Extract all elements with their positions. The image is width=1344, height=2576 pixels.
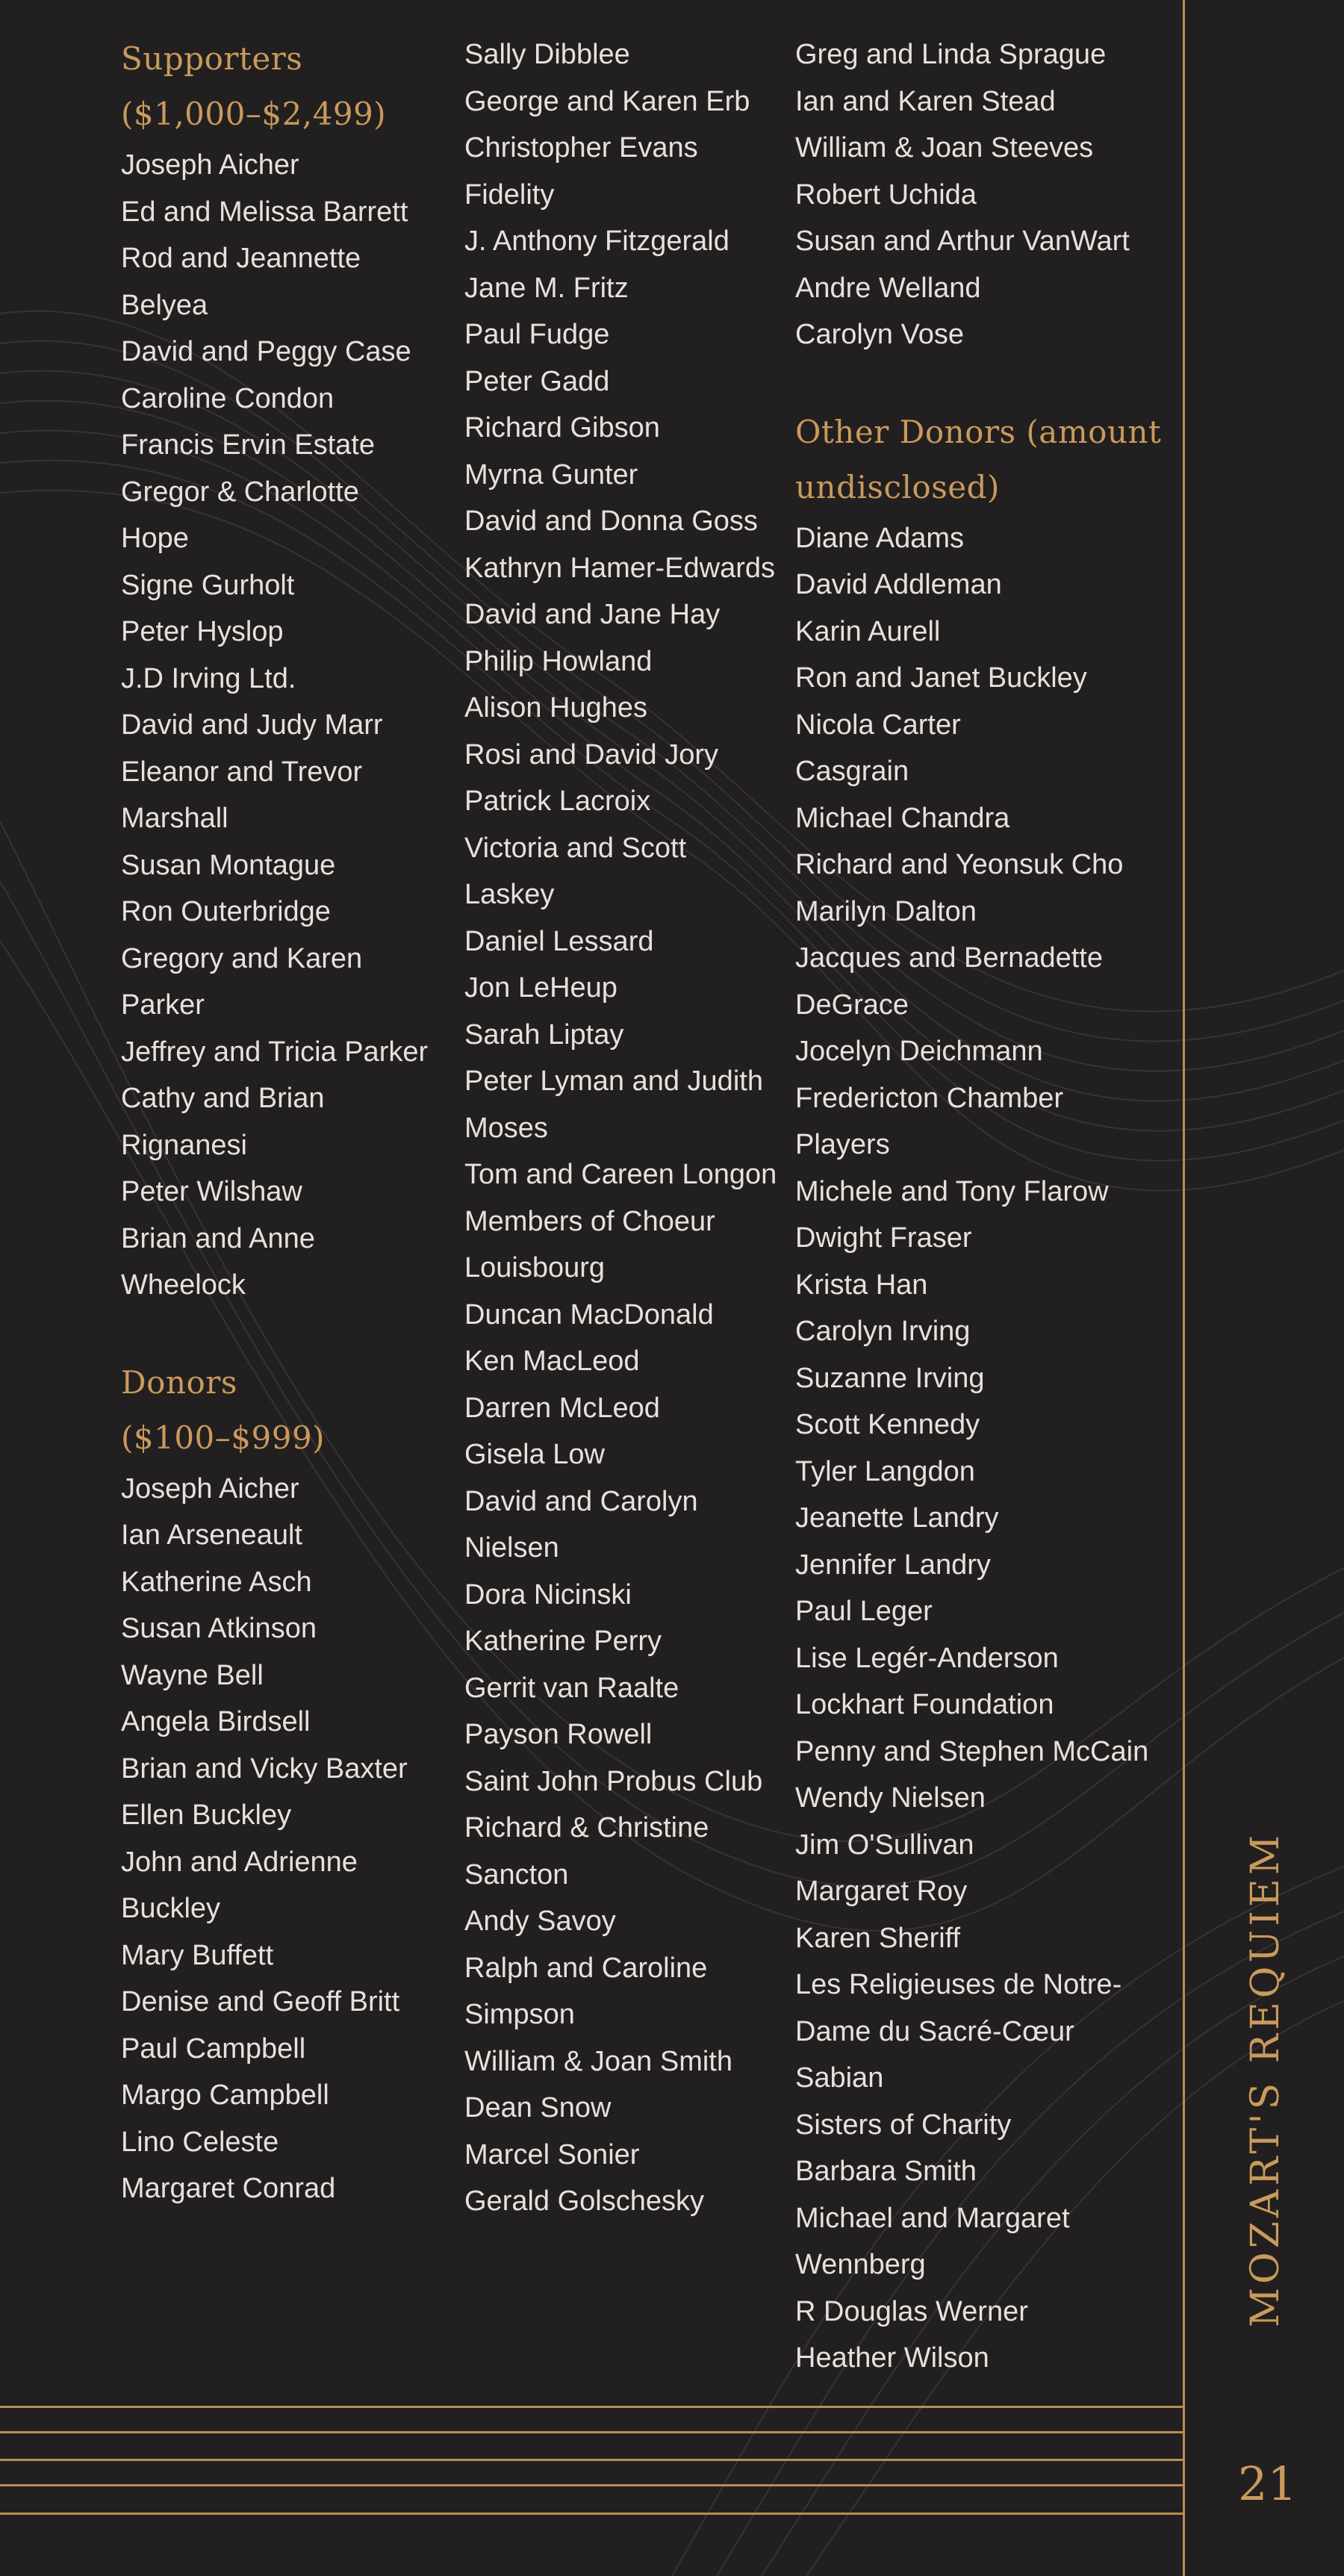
- donor-name: Patrick Lacroix: [464, 785, 651, 817]
- donor-name: Victoria and Scott Laskey: [464, 832, 687, 910]
- donor-name: Greg and Linda Sprague: [795, 39, 1107, 70]
- donor-name: Angela Birdsell: [121, 1706, 311, 1737]
- donor-name: Jennifer Landry: [795, 1549, 991, 1581]
- horizontal-rule: [0, 2484, 1185, 2486]
- donor-name: Katherine Asch: [121, 1566, 312, 1598]
- donor-name: Gregory and Karen Parker: [121, 942, 363, 1021]
- donor-name: Joseph Aicher: [121, 1472, 299, 1505]
- donor-name: Richard & Christine Sancton: [464, 1812, 709, 1891]
- donor-name: Paul Leger: [795, 1596, 933, 1627]
- donor-name: Richard and Yeonsuk Cho: [795, 849, 1124, 880]
- donor-name: Barbara Smith: [795, 2156, 977, 2187]
- donor-name: Michael and Margaret Wennberg: [795, 2202, 1070, 2280]
- donor-name: Philip Howland: [464, 645, 653, 677]
- donor-name: Ron and Janet Buckley: [795, 662, 1087, 694]
- donors-list-continued-2: [795, 31, 1165, 358]
- donor-name: Ed and Melissa Barrett: [121, 196, 408, 228]
- supporters-list: [121, 142, 435, 1309]
- donor-name: Gregor & Charlotte Hope: [121, 476, 359, 554]
- donor-name: Brian and Vicky Baxter: [121, 1752, 408, 1785]
- donor-name: Kathryn Hamer-Edwards: [464, 552, 776, 584]
- donor-name: George and Karen Erb: [464, 85, 750, 117]
- donor-name: Lise Legér-Anderson: [795, 1642, 1059, 1674]
- donor-name: Margaret Roy: [795, 1876, 968, 1907]
- donor-name: Myrna Gunter: [464, 458, 638, 491]
- donor-name: David Addleman: [795, 569, 1002, 600]
- donor-name: Susan Atkinson: [121, 1613, 317, 1644]
- donor-name: Mary Buffett: [121, 1939, 274, 1971]
- donor-name: Krista Han: [795, 1269, 928, 1301]
- supporters-title: Supporters: [121, 40, 303, 77]
- program-title: MOZART'S REQUIEM: [1243, 1831, 1288, 2328]
- donor-name: Jacques and Bernadette DeGrace: [795, 942, 1103, 1021]
- donor-name: Brian and Anne Wheelock: [121, 1222, 315, 1301]
- donor-name: Cathy and Brian Rignanesi: [121, 1083, 325, 1161]
- donor-name: Alison Hughes: [464, 692, 648, 724]
- donor-name: Paul Campbell: [121, 2032, 306, 2065]
- donor-name: Casgrain: [795, 756, 909, 787]
- donors-heading: [121, 1355, 435, 1466]
- donor-name: Katherine Perry: [464, 1625, 662, 1657]
- column-2: [464, 31, 778, 2225]
- donor-name: Dwight Fraser: [795, 1222, 972, 1254]
- donor-name: Suzanne Irving: [795, 1362, 985, 1394]
- donor-name: John and Adrienne Buckley: [121, 1846, 358, 1924]
- donor-name: Nicola Carter: [795, 709, 961, 741]
- donor-name: Scott Kennedy: [795, 1409, 980, 1440]
- donor-name: Marilyn Dalton: [795, 895, 977, 927]
- donor-name: Jocelyn Deichmann: [795, 1036, 1043, 1067]
- donor-name: Tyler Langdon: [795, 1455, 975, 1487]
- donor-name: Margo Campbell: [121, 2079, 329, 2111]
- donor-name: Jon LeHeup: [464, 972, 617, 1004]
- supporters-range: ($1,000–$2,499): [121, 96, 387, 132]
- donor-name: J.D Irving Ltd.: [121, 662, 296, 694]
- vertical-rule: [1183, 0, 1185, 2576]
- horizontal-rule: [0, 2431, 1185, 2433]
- donor-name: Ron Outerbridge: [121, 896, 331, 927]
- donor-name: Peter Wilshaw: [121, 1176, 302, 1207]
- donor-name: Sisters of Charity: [795, 2109, 1012, 2141]
- donor-name: Peter Lyman and Judith Moses: [464, 1065, 763, 1144]
- donor-name: Robert Uchida: [795, 178, 977, 211]
- donor-name: Carolyn Vose: [795, 319, 965, 350]
- donor-name: Payson Rowell: [464, 1719, 653, 1750]
- donor-name: Susan and Arthur VanWart: [795, 225, 1130, 257]
- donor-name: Jeanette Landry: [795, 1502, 999, 1534]
- donor-name: Sarah Liptay: [464, 1018, 624, 1051]
- donor-name: David and Peggy Case: [121, 336, 411, 367]
- column-1: [121, 31, 435, 2212]
- donor-name: R Douglas Werner: [795, 2295, 1028, 2327]
- page-number: 21: [1238, 2457, 1297, 2511]
- column-3: [795, 31, 1165, 2382]
- donor-name: Heather Wilson: [795, 2342, 989, 2374]
- donor-name: Dean Snow: [464, 2092, 612, 2124]
- donor-name: Jane M. Fritz: [464, 272, 629, 304]
- donor-name: Susan Montague: [121, 849, 336, 881]
- donor-name: Wayne Bell: [121, 1659, 264, 1691]
- donor-name: Saint John Probus Club: [464, 1765, 763, 1797]
- donor-name: Andre Welland: [795, 272, 981, 304]
- donor-name: Karen Sheriff: [795, 1922, 961, 1954]
- donor-name: Joseph Aicher: [121, 149, 299, 181]
- donor-name: Denise and Geoff Britt: [121, 1986, 400, 2017]
- supporters-heading: [121, 31, 435, 142]
- donor-name: Fredericton Chamber Players: [795, 1082, 1064, 1160]
- donor-name: Rod and Jeannette Belyea: [121, 243, 361, 321]
- donor-name: Carolyn Irving: [795, 1316, 971, 1347]
- donor-name: Caroline Condon: [121, 382, 335, 414]
- donor-name: Paul Fudge: [464, 319, 610, 350]
- donor-name: Wendy Nielsen: [795, 1782, 986, 1814]
- donor-name: Les Religieuses de Notre-Dame du Sacré-Cœur: [795, 1969, 1122, 2047]
- donor-name: Peter Hyslop: [121, 616, 284, 647]
- horizontal-rule: [0, 2513, 1185, 2515]
- donor-name: Gerald Golschesky: [464, 2185, 705, 2217]
- donor-name: J. Anthony Fitzgerald: [464, 225, 729, 257]
- donor-name: Rosi and David Jory: [464, 738, 719, 771]
- donor-name: Ian and Karen Stead: [795, 85, 1056, 117]
- donor-name: Christopher Evans: [464, 132, 698, 164]
- donor-name: Gerrit van Raalte: [464, 1672, 679, 1704]
- other-donors-list: [795, 515, 1165, 2382]
- donor-name: Fidelity: [464, 178, 555, 211]
- donor-name: Darren McLeod: [464, 1392, 660, 1424]
- donor-name: David and Donna Goss: [464, 505, 758, 537]
- donor-name: Ian Arseneault: [121, 1519, 302, 1551]
- donor-name: Margaret Conrad: [121, 2173, 336, 2204]
- donor-name: Lino Celeste: [121, 2126, 279, 2158]
- donor-name: Michael Chandra: [795, 802, 1010, 834]
- donor-name: Karin Aurell: [795, 615, 941, 647]
- donor-name: Ralph and Caroline Simpson: [464, 1952, 708, 2030]
- donor-name: Gisela Low: [464, 1439, 605, 1470]
- donor-name: Tom and Careen Longon: [464, 1159, 777, 1190]
- donor-name: Francis Ervin Estate: [121, 429, 375, 461]
- other-donors-heading: Other Donors (amount undisclosed): [795, 413, 1162, 505]
- donor-name: Sally Dibblee: [464, 39, 630, 70]
- horizontal-rule: [0, 2406, 1185, 2408]
- donors-title: Donors: [121, 1363, 237, 1401]
- donor-name: Ken MacLeod: [464, 1345, 640, 1377]
- donor-name: Lockhart Foundation: [795, 1689, 1054, 1720]
- donor-name: Peter Gadd: [464, 365, 610, 397]
- donor-name: Duncan MacDonald: [464, 1298, 714, 1331]
- donor-name: Richard Gibson: [464, 412, 660, 444]
- donor-name: Andy Savoy: [464, 1905, 616, 1937]
- donor-name: Jim O'Sullivan: [795, 1829, 974, 1861]
- donor-name: Signe Gurholt: [121, 569, 295, 601]
- donor-name: Jeffrey and Tricia Parker: [121, 1036, 429, 1068]
- donor-name: Marcel Sonier: [464, 2138, 640, 2171]
- donor-name: Eleanor and Trevor Marshall: [121, 756, 363, 834]
- horizontal-rule: [0, 2459, 1185, 2461]
- donor-name: Sabian: [795, 2062, 884, 2094]
- donor-name: David and Carolyn Nielsen: [464, 1485, 698, 1564]
- donor-name: Ellen Buckley: [121, 1799, 292, 1831]
- donor-name: Members of Choeur Louisbourg: [464, 1205, 715, 1284]
- donor-name: Dora Nicinski: [464, 1578, 632, 1611]
- donor-name: David and Judy Marr: [121, 709, 383, 741]
- donor-name: William & Joan Smith: [464, 2045, 732, 2077]
- donor-name: Diane Adams: [795, 522, 965, 554]
- donors-range: ($100–$999): [121, 1419, 326, 1456]
- donor-name: David and Jane Hay: [464, 599, 721, 630]
- donor-name: Daniel Lessard: [464, 925, 654, 957]
- donors-list: [121, 1466, 435, 2212]
- donor-name: William & Joan Steeves: [795, 132, 1094, 164]
- donor-name: Penny and Stephen McCain: [795, 1735, 1149, 1767]
- donors-list-continued: [464, 31, 778, 2225]
- donor-name: Michele and Tony Flarow: [795, 1175, 1109, 1207]
